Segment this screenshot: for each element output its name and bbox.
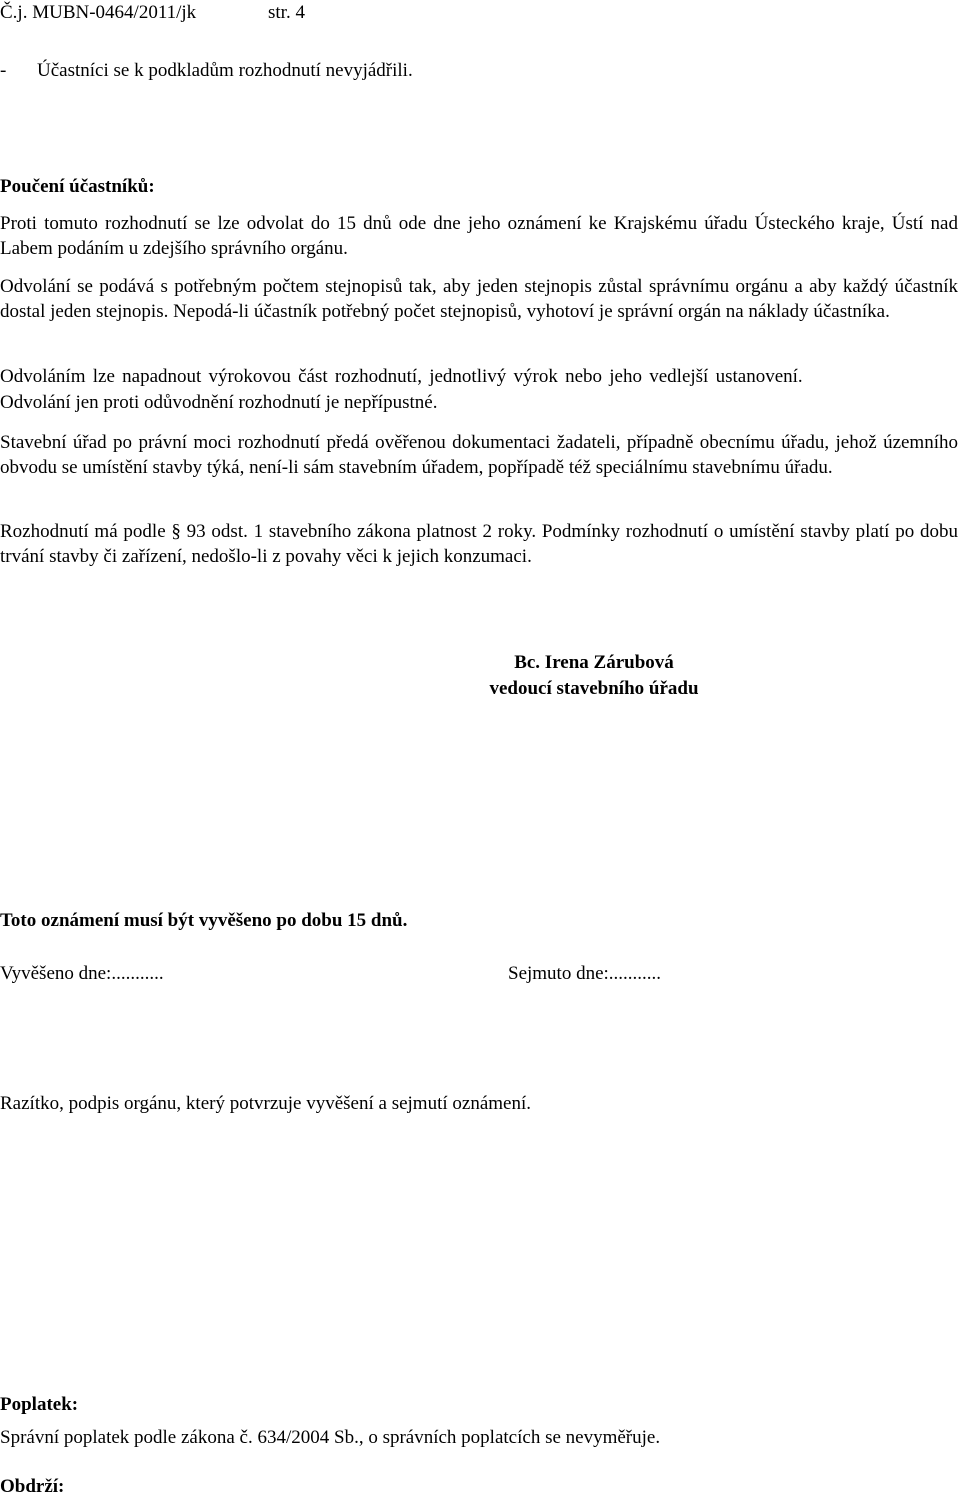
stamp-signature-note: Razítko, podpis orgánu, který potvrzuje vyvěšení a sejmutí oznámení. <box>0 1093 531 1114</box>
signatory-role: vedoucí stavebního úřadu <box>489 678 699 699</box>
instruction-heading: Poučení účastníků: <box>0 176 155 197</box>
appeal-inadmissible-line: Odvolání jen proti odůvodnění rozhodnutí je nepřípustné. <box>0 392 438 413</box>
copies-sentence: Odvolání se podává s potřebným počtem stejnopisů tak, aby jeden stejnopis zůstal správnímu orgánu a aby každý účastník dostal jeden stejnopis. <box>0 276 958 322</box>
posted-date-field: Vyvěšeno dne:........... <box>0 963 164 984</box>
posting-notice-heading: Toto oznámení musí být vyvěšeno po dobu 15 dnů. <box>0 910 408 931</box>
recipients-heading: Obdrží: <box>0 1476 65 1497</box>
appeal-scope-line: Odvoláním lze napadnout výrokovou část rozhodnutí, jednotlivý výrok nebo jeho vedlejší ustanovení. <box>0 366 803 387</box>
bullet-marker: - <box>0 60 7 81</box>
validity-paragraph: Rozhodnutí má podle § 93 odst. 1 stavebního zákona platnost 2 roky. Podmínky rozhodnutí o umístění stavby platí po dobu trvání stavby či zařízení, nedošlo-li z povahy věci k jejich konzumaci. <box>0 521 958 567</box>
page-number: str. 4 <box>268 2 305 23</box>
fee-text: Správní poplatek podle zákona č. 634/2004 Sb., o správních poplatcích se nevyměřuje. <box>0 1427 661 1448</box>
copies-missing-sentence: Nepodá-li účastník potřebný počet stejnopisů, vyhotoví je správní orgán na náklady účastníka. <box>173 301 890 322</box>
fee-heading: Poplatek: <box>0 1394 79 1415</box>
appeal-paragraph: Proti tomuto rozhodnutí se lze odvolat do 15 dnů ode dne jeho oznámení ke Krajskému úřadu Ústeckého kraje, Ústí nad Labem podáním u zdejšího správního orgánu. <box>0 213 958 259</box>
copies-paragraph <box>0 274 958 324</box>
documentation-paragraph: Stavební úřad po právní moci rozhodnutí předá ověřenou dokumentaci žadateli, případně obecnímu úřadu, jehož územního obvodu se umístění stavby týká, není-li sám stavebním úřadem, popřípadě též speciálnímu stavebnímu úřadu. <box>0 432 958 478</box>
removed-date-field: Sejmuto dne:........... <box>508 963 662 984</box>
document-reference: Č.j. MUBN-0464/2011/jk <box>0 2 197 23</box>
signatory-name: Bc. Irena Zárubová <box>514 652 674 673</box>
bullet-text: Účastníci se k podkladům rozhodnutí nevyjádřili. <box>37 60 413 81</box>
